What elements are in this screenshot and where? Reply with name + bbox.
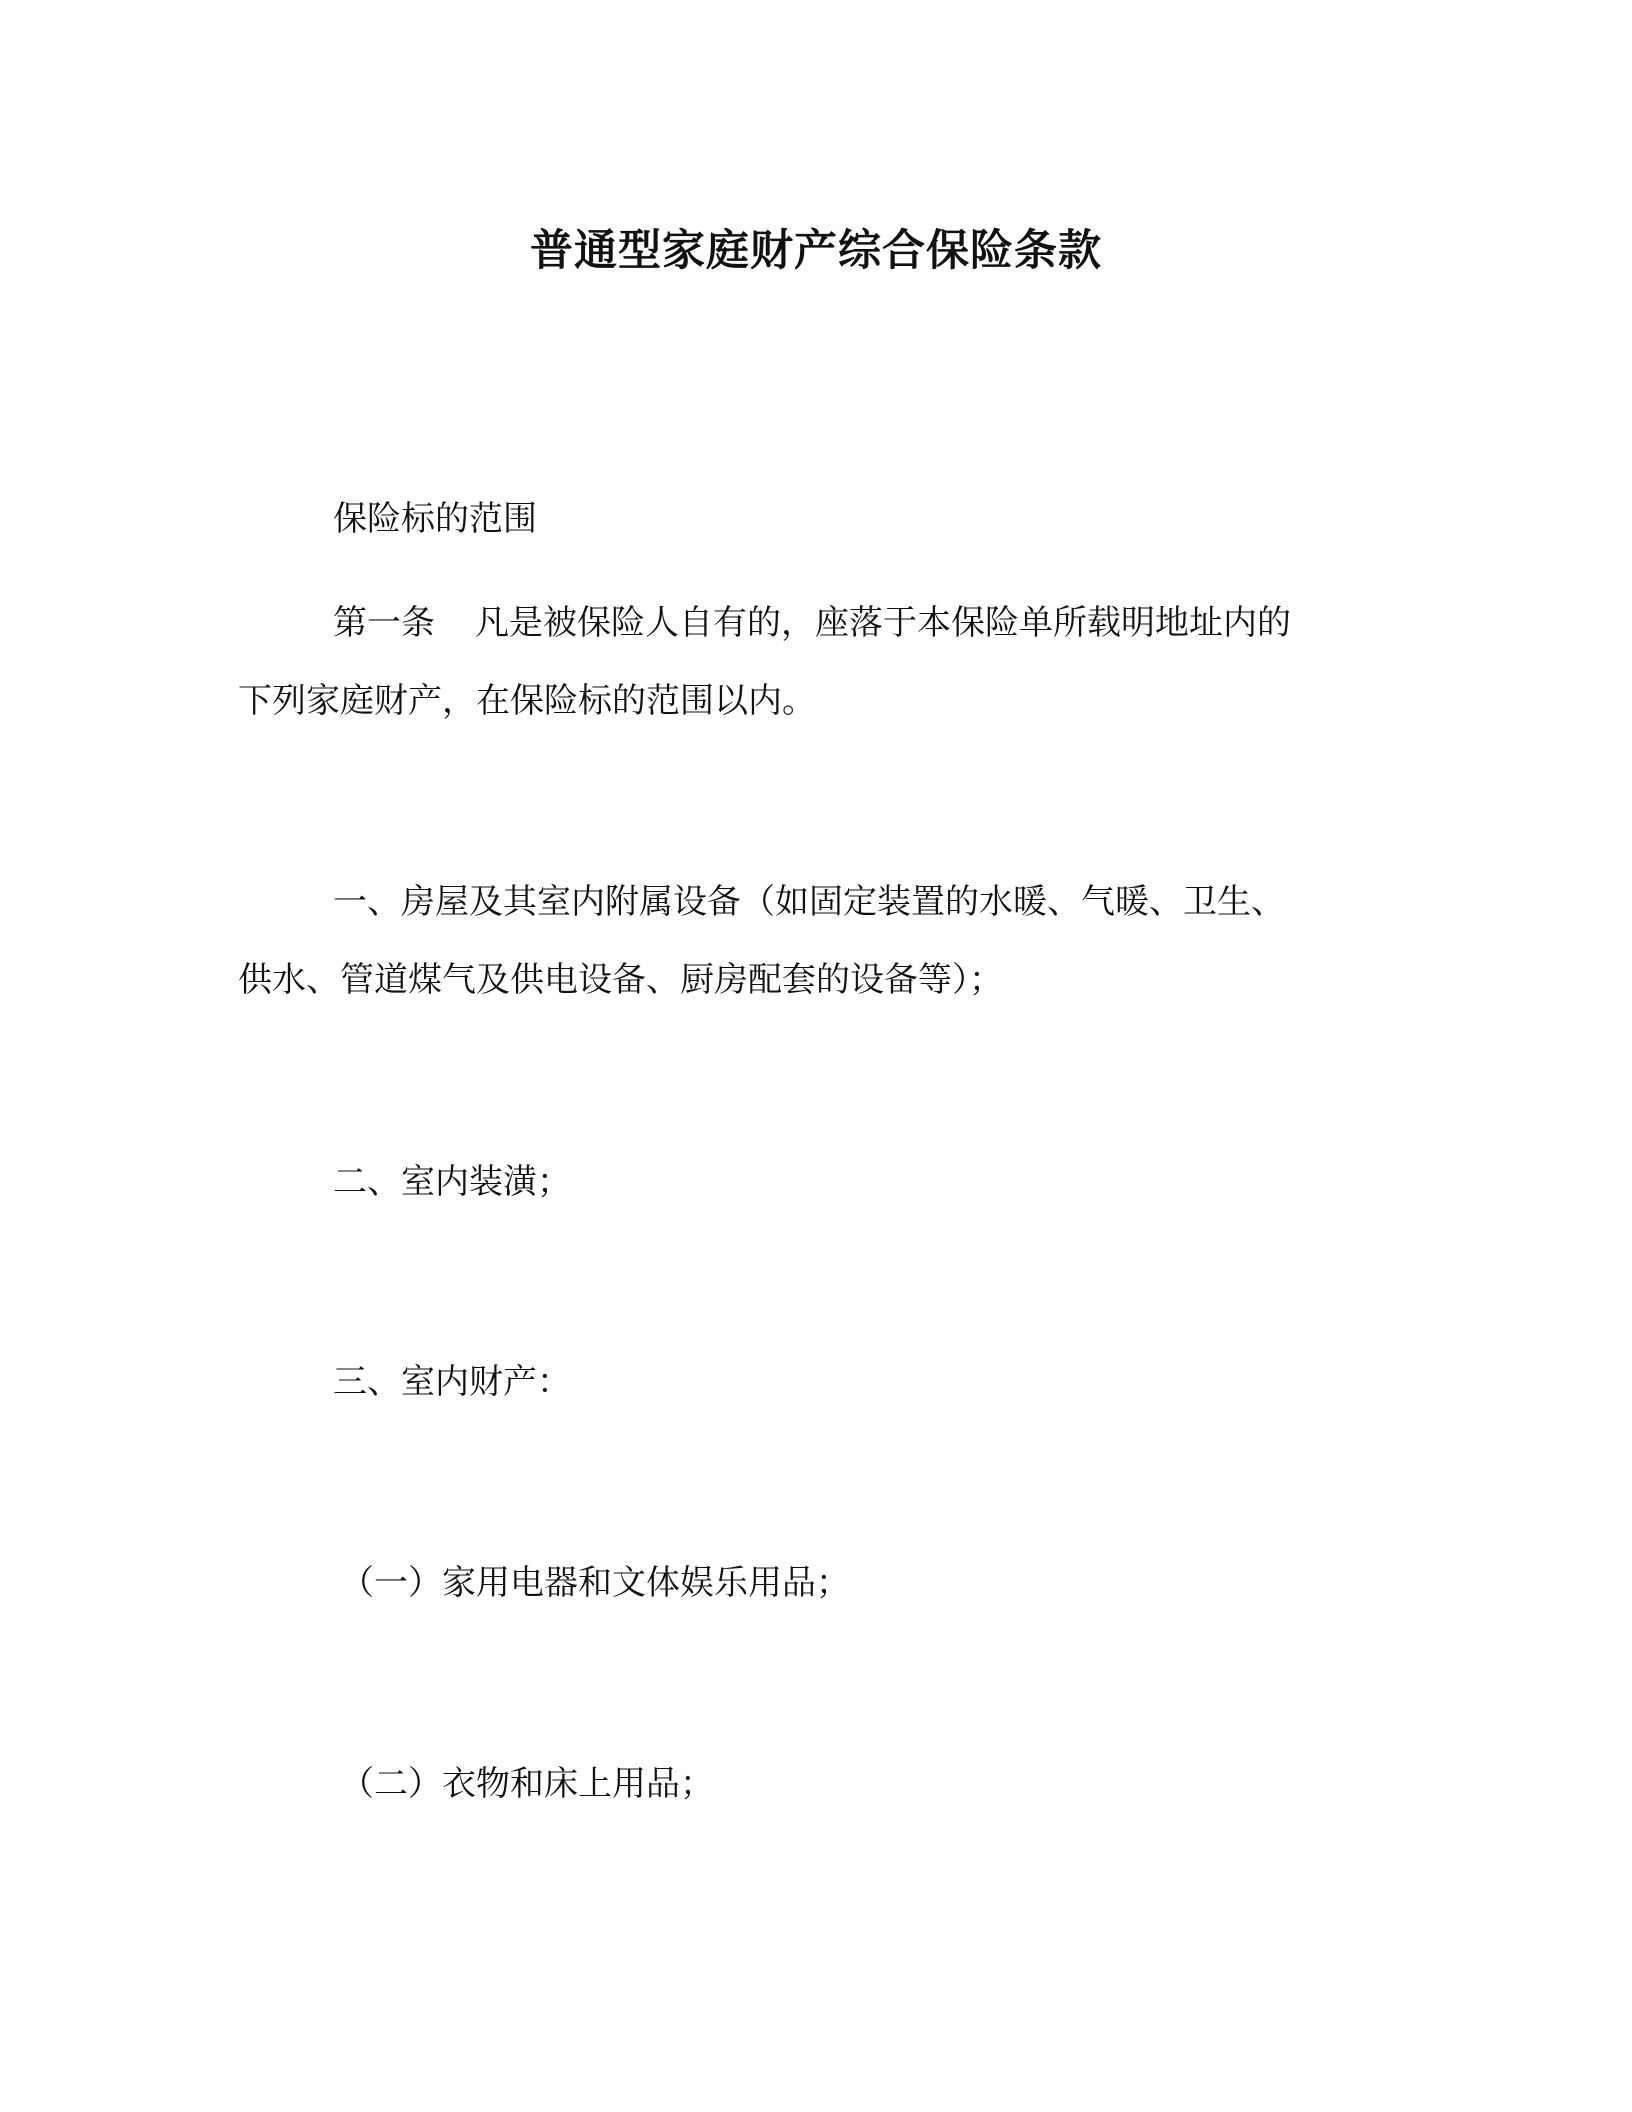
sub-item-2: （二）衣物和床上用品；: [340, 1764, 714, 1804]
item-1-line-2: 供水、管道煤气及供电设备、厨房配套的设备等）；: [238, 960, 1003, 1000]
article-1-line-1: [333, 600, 1291, 646]
article-1-line-2: 下列家庭财产，在保险标的范围以内。: [238, 681, 816, 721]
article-1-text: 凡是被保险人自有的，座落于本保险单所载明地址内的: [475, 603, 1291, 643]
item-1-line-1: 一、房屋及其室内附属设备（如固定装置的水暖、气暖、卫生、: [333, 882, 1285, 922]
item-3: 三、室内财产：: [333, 1362, 571, 1402]
section-heading: 保险标的范围: [333, 499, 537, 539]
sub-item-1: （一）家用电器和文体娱乐用品；: [340, 1563, 850, 1603]
item-2: 二、室内装潢；: [333, 1162, 571, 1202]
article-1-label: 第一条: [333, 603, 435, 643]
document-title: 普通型家庭财产综合保险条款: [530, 226, 1102, 276]
